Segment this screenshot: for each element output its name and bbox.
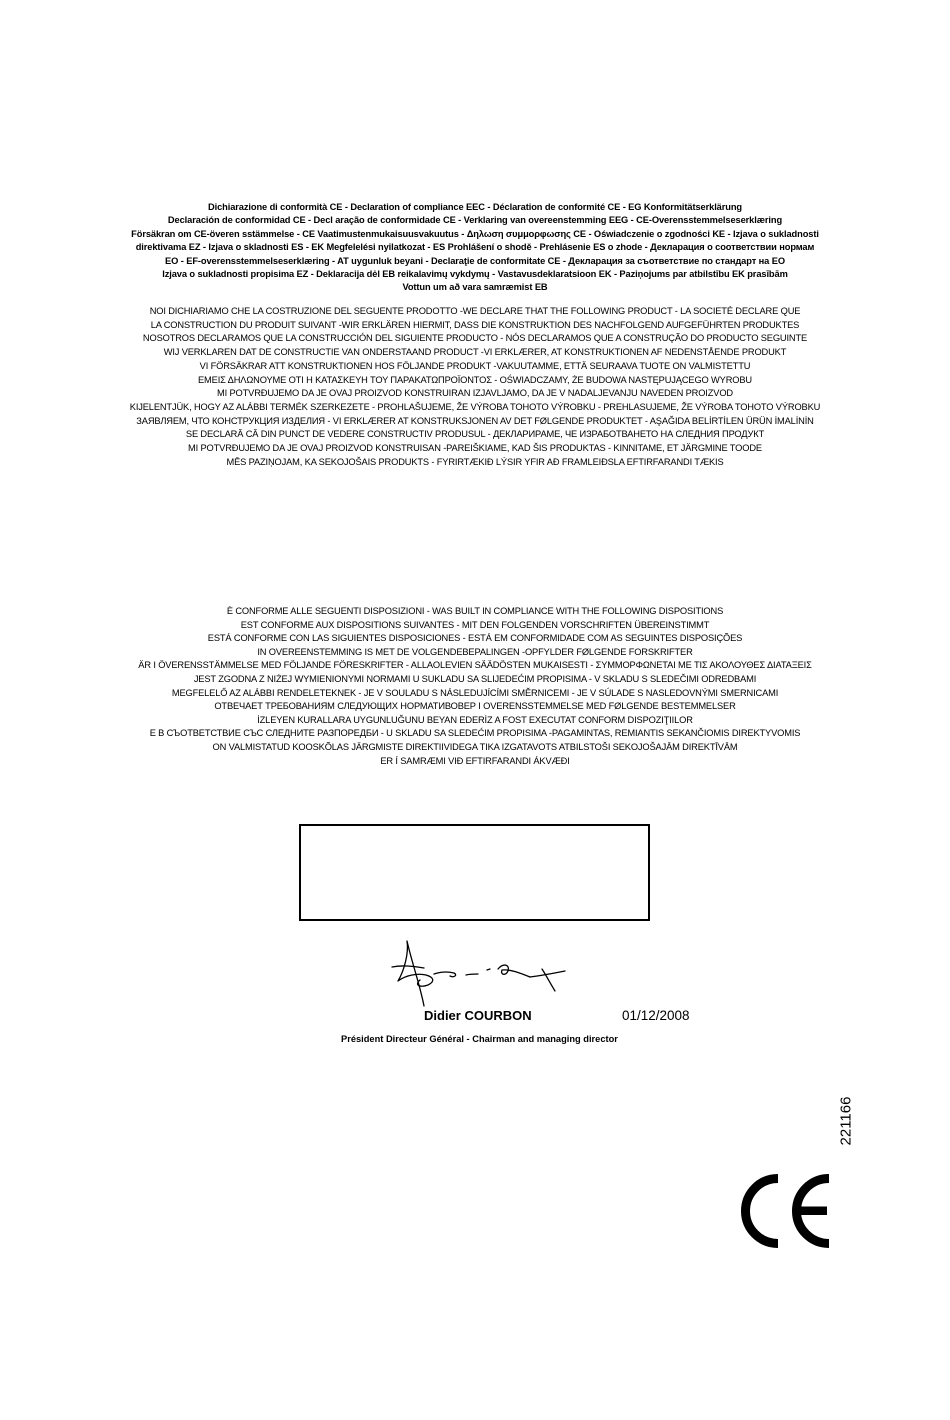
disposition-line: ÄR I ÖVERENSSTÄMMELSE MED FÖLJANDE FÖRESKRIFTER - ALLAOLEVIEN SÄÄDÖSTEN MUKAISESTI - ΣΥΜΜΟΡΦΩΝΕΤΑΙ ΜΕ ΤΙΣ ΑΚΟΛΟΥΘΕΣ ΔΙΑΤΑΞΕΙΣ [138,660,812,671]
product-line: KIJELENTJÜK, HOGY AZ ALÁBBI TERMÉK SZERKEZETE - PROHLAŠUJEME, ŽE VÝROBA TOHOTO VÝROBKU - PREHLASUJEME, ŽE VÝROBA TOHOTO VÝROBKU [129,401,821,412]
signer-name: Didier COURBON [424,1008,532,1023]
heading-line: Vottun um að vara samræmist EB [402,282,548,293]
declaration-heading [0,201,950,295]
disposition-line: Е В СЪОТВЕТСТВИЕ СЪС СЛЕДНИТЕ РАЗПОРЕДБИ - U SKLADU SA SLEDEĆIM PROPISIMA -PAGAMINTAS, REMIANTIS SEKANČIOMIS DIREKTYVOMIS [149,728,801,739]
disposition-line: İZLEYEN KURALLARA UYGUNLUĞUNU BEYAN EDERİZ A FOST EXECUTAT CONFORM DISPOZIŢIILOR [257,714,693,725]
heading-line: Dichiarazione di conformità CE - Declaration of compliance EEC - Déclaration de conformité CE - EG Konformitätserklärung [207,202,743,212]
disposition-line: EST CONFORME AUX DISPOSITIONS SUIVANTES - MIT DEN FOLGENDEN VORSCHRIFTEN ÜBEREINSTIMMT [240,619,710,630]
signature-mark [390,933,570,1013]
disposition-line: ОТВЕЧАЕТ ТРЕБОВАНИЯМ СЛЕДУЮЩИХ НОРМАТИВОВЕР I OVERENSSTEMMELSE MED FØLGENDE BESTEMMELSER [214,701,736,712]
heading-line: EO - EF-overensstemmelseserklæring - AT uygunluk beyani - Declaraţie de conformitate CE - Декларация за съответствие по стандарт на ЕО [165,255,785,266]
dispositions-statement [0,605,950,768]
product-statement [0,305,950,469]
product-line: NOI DICHIARIAMO CHE LA COSTRUZIONE DEL SEGUENTE PRODOTTO -WE DECLARE THAT THE FOLLOWING PRODUCT - LA SOCIETÉ DECLARE QUE [149,306,801,316]
product-line: LA CONSTRUCTION DU PRODUIT SUIVANT -WIR ERKLÄREN HIERMIT, DASS DIE KONSTRUKTION DES NACHFOLGEND AUFGEFÜHRTEN PRODUKTES [150,319,800,330]
disposition-line: MEGFELELŐ AZ ALÁBBI RENDELETEKNEK - JE V SOULADU S NÁSLEDUJÍCÍMI SMĚRNICEMI - JE V SÚLADE S NASLEDOVNÝMI SMERNICAMI [171,687,779,698]
product-line: MĒS PAZIŅOJAM, KA SEKOJOŠAIS PRODUKTS - FYRIRTÆKIÐ LÝSIR YFIR AÐ FRAMLEIÐSLA EFTIRFARANDI TÆKIS [226,456,724,467]
signature-date: 01/12/2008 [622,1008,690,1023]
product-line: MI POTVRĐUJEMO DA JE OVAJ PROIZVOD KONSTRUIRAN IZJAVLJAMO, DA JE V NADALJEVANJU NAVEDEN PROIZVOD [217,388,733,399]
product-line: VI FÖRSÄKRAR ATT KONSTRUKTIONEN HOS FÖLJANDE PRODUKT -VAKUUTAMME, ETTÄ SEURAAVA TUOTE ON VALMISTETTU [199,360,751,371]
product-line: WIJ VERKLAREN DAT DE CONSTRUCTIE VAN ONDERSTAAND PRODUCT -VI ERKLÆRER, AT KONSTRUKTIONEN AF NEDENSTÅENDE PRODUKT [163,347,787,358]
product-line: NOSOTROS DECLARAMOS QUE LA CONSTRUCCIÓN DEL SIGUIENTE PRODUCTO - NÓS DECLARAMOS QUE A CONSTRUÇÃO DO PRODUCTO SEGUINTE [142,333,808,344]
disposition-line: IN OVEREENSTEMMING IS MET DE VOLGENDEBEPALINGEN -OPFYLDER FØLGENDE FORSKRIFTER [257,646,693,657]
heading-line: Försäkran om CE-överen sstämmelse - CE Vaatimustenmukaisuusvakuutus - Δηλωση συμμορφωσης CE - Oświadczenie o zgodności KE - Izjava o sukladnosti [131,228,819,239]
disposition-line: ON VALMISTATUD KOOSKÕLAS JÄRGMISTE DIREKTIIVIDEGA TIKA IZGATAVOTS ATBILSTOŠI SEKOJOŠAJĀM DIREKTĪVĀM [212,741,738,752]
heading-line: Declaración de conformidad CE - Decl aração de conformidade CE - Verklaring van overeenstemming EEG - CE-Overensstemmelseserklæring [167,215,783,226]
product-line: SE DECLARĂ CĂ DIN PUNCT DE VEDERE CONSTRUCTIV PRODUSUL - ДЕКЛАРИРАМЕ, ЧЕ ИЗРАБОТВАНЕТО НА СЛЕДНИЯ ПРОДУКТ [185,429,765,440]
disposition-line: ESTÁ CONFORME CON LAS SIGUIENTES DISPOSICIONES - ESTÁ EM CONFORMIDADE COM AS SEGUINTES DISPOSIÇÕES [207,633,743,644]
disposition-line: È CONFORME ALLE SEGUENTI DISPOSIZIONI - WAS BUILT IN COMPLIANCE WITH THE FOLLOWING DISPOSITIONS [226,606,724,616]
heading-line: direktivama EZ - Izjava o skladnosti ES - EK Megfelelési nyilatkozat - ES Prohlášení o shodě - Prehlásenie ES o zhode - Декларация о соответствии нормам [135,242,815,253]
signer-title: Président Directeur Général - Chairman and managing director [341,1034,618,1044]
document-number: 221166 [837,1096,855,1146]
product-reference-box [299,824,650,921]
product-line: ΕΜΕΙΣ ΔΗΛΩΝΟΥΜΕ ΟΤΙ Η ΚΑΤΑΣΚΕΥΗ ΤΟΥ ΠΑΡΑΚΑΤΩΠΡΟΪΟΝΤΟΣ - OŚWIADCZAMY, ŻE BUDOWA NASTĘPUJĄCEGO WYROBU [198,374,752,385]
disposition-line: ER Í SAMRÆMI VIÐ EFTIRFARANDI ÁKVÆÐI [380,755,570,766]
product-line: MI POTVRĐUJEMO DA JE OVAJ PROIZVOD KONSTRUISAN -PAREIŠKIAME, KAD ŠIS PRODUKTAS - KINNITAME, ET JÄRGMINE TOODE [188,443,762,454]
disposition-line: JEST ZGODNA Z NIŻEJ WYMIENIONYMI NORMAMI U SUKLADU SA SLIJEDEĆIM PROPISIMA - V SKLADU S SLEDEČIMI ODREDBAMI [193,673,757,684]
heading-line: Izjava o sukladnosti propisima EZ - Deklaracija dėl EB reikalavimų vykdymų - Vastavusdeklaratsioon EK - Paziņojums par atbilstību EK prasībām [162,269,788,280]
ce-logo-icon [737,1170,833,1252]
product-line: ЗАЯВЛЯЕМ, ЧТО КОНСТРУКЦИЯ ИЗДЕЛИЯ - VI ERKLÆRER AT KONSTRUKSJONEN AV DET FØLGENDE PRODUKTET - AŞAĞIDA BELİRTİLEN ÜRÜN İMALİNİN [136,415,814,426]
